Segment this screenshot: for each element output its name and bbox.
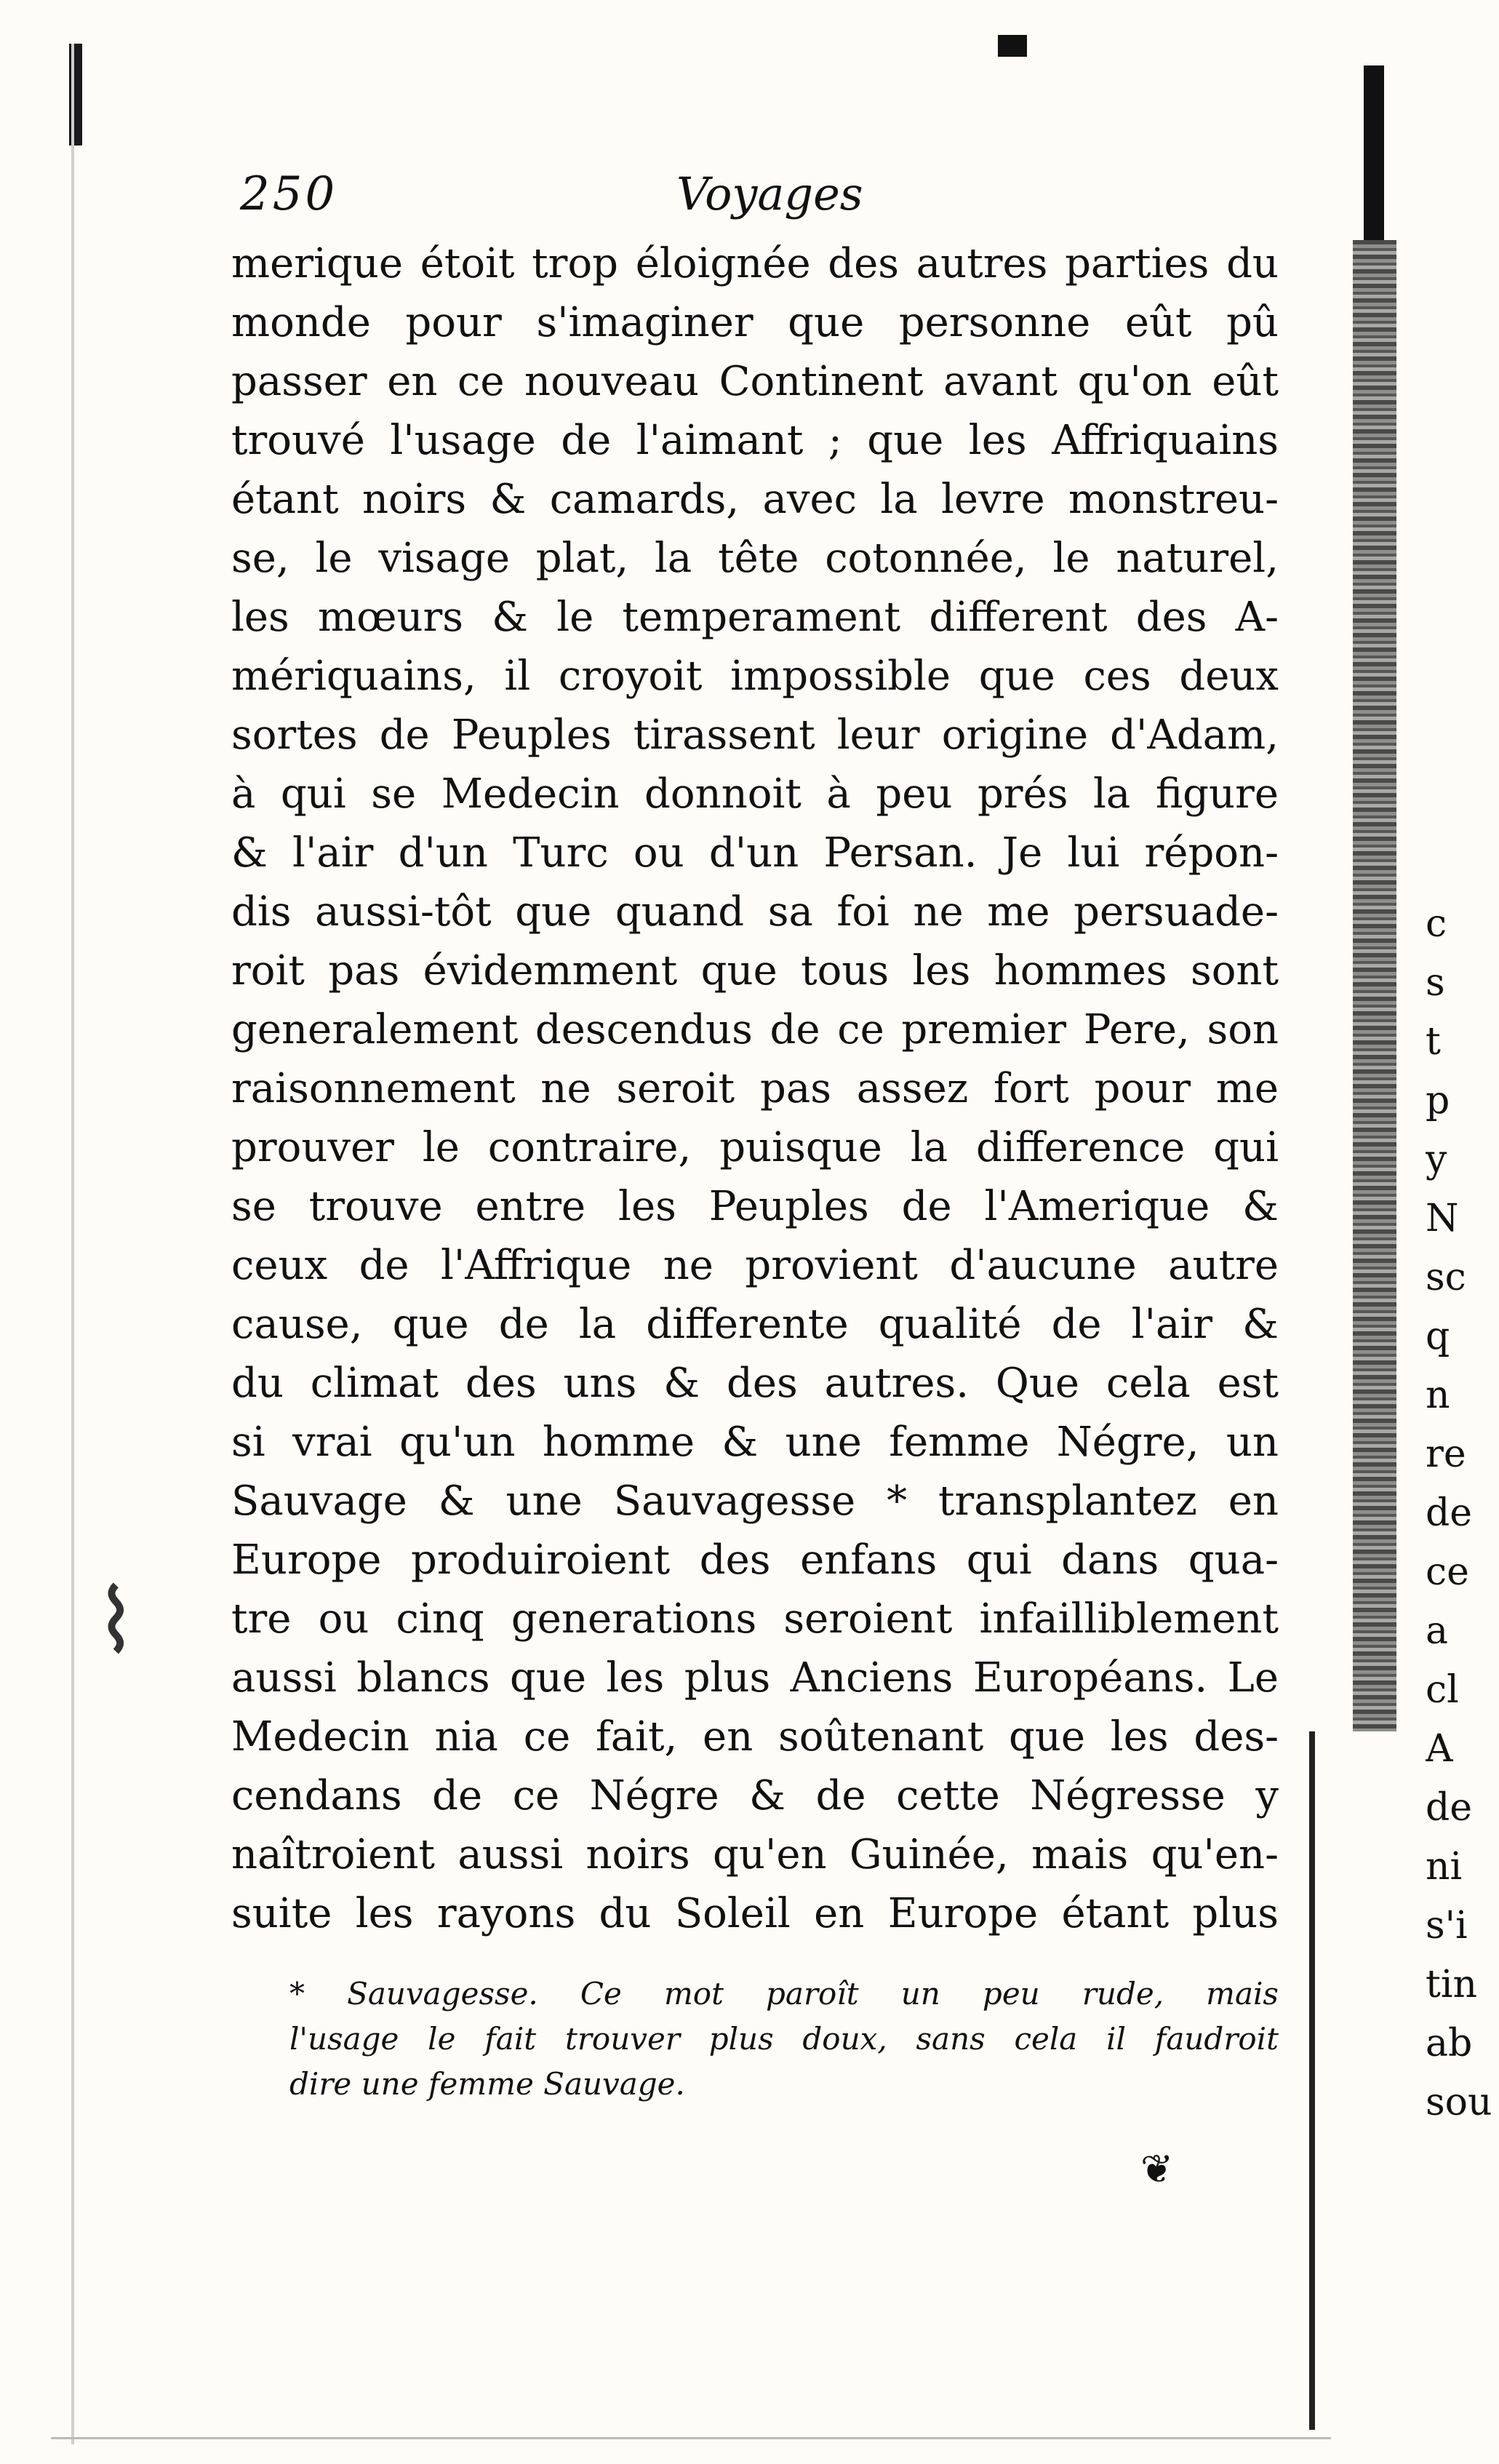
book-gutter-strip	[1353, 240, 1396, 1731]
page-header	[240, 167, 1309, 233]
adjacent-text: re	[1426, 1432, 1466, 1476]
text-line: Europe produiroient des enfans qui dans qua-	[231, 1536, 1279, 1584]
text-line: naîtroient aussi noirs qu'en Guinée, mais qu'en-	[231, 1831, 1279, 1878]
footnote	[289, 1971, 1279, 2107]
text-line: generalement descendus de ce premier Pere, son	[231, 1006, 1279, 1053]
text-line: étant noirs & camards, avec la levre monstreu-	[231, 476, 1279, 523]
text-line: monde pour s'imaginer que personne eût pû	[231, 299, 1279, 346]
text-line: passer en ce nouveau Continent avant qu'on eût	[231, 358, 1279, 405]
adjacent-text: c	[1426, 902, 1447, 946]
ornament-mark: ❦	[1140, 2146, 1174, 2192]
text-line: cendans de ce Négre & de cette Négresse y	[231, 1772, 1279, 1819]
adjacent-text: A	[1426, 1727, 1453, 1771]
text-line: roit pas évidemment que tous les hommes sont	[231, 947, 1279, 994]
scan-top-mark	[998, 35, 1027, 57]
adjacent-text: n	[1426, 1373, 1450, 1417]
scan-edge-line-right	[1309, 1731, 1315, 2430]
text-line: merique étoit trop éloignée des autres parties du	[231, 240, 1279, 287]
scan-edge-line-left	[71, 44, 74, 2444]
adjacent-text: p	[1426, 1079, 1450, 1123]
adjacent-text: ce	[1426, 1550, 1469, 1594]
text-line: aussi blancs que les plus Anciens Européans. Le	[231, 1654, 1279, 1702]
adjacent-text: cl	[1426, 1668, 1459, 1712]
text-line: à qui se Medecin donnoit à peu prés la figure	[231, 770, 1279, 818]
text-line: raisonnement ne seroit pas assez fort pour me	[231, 1065, 1279, 1112]
adjacent-text: de	[1426, 1491, 1473, 1535]
text-line: tre ou cinq generations seroient infailliblement	[231, 1595, 1279, 1643]
adjacent-text: N	[1426, 1197, 1459, 1240]
text-line: trouvé l'usage de l'aimant ; que les Affriquains	[231, 417, 1279, 464]
adjacent-text: s	[1426, 961, 1445, 1005]
text-line: suite les rayons du Soleil en Europe étant plus	[231, 1890, 1279, 1937]
adjacent-text: ni	[1426, 1845, 1463, 1889]
adjacent-text: y	[1426, 1138, 1447, 1181]
adjacent-text: t	[1426, 1020, 1441, 1064]
text-line: si vrai qu'un homme & une femme Négre, un	[231, 1419, 1279, 1466]
footnote-line: dire une femme Sauvage.	[289, 2066, 685, 2102]
text-line: sortes de Peuples tirassent leur origine d'Adam,	[231, 711, 1279, 759]
adjacent-text: tin	[1426, 1963, 1478, 2006]
adjacent-page-fragment	[1426, 895, 1499, 2132]
text-line: mériquains, il croyoit impossible que ces deux	[231, 653, 1279, 700]
footnote-line: * Sauvagesse. Ce mot paroît un peu rude, mais	[289, 1976, 1279, 2012]
scan-edge-bar-right	[1364, 65, 1384, 240]
adjacent-text: q	[1426, 1315, 1450, 1358]
adjacent-text: de	[1426, 1786, 1473, 1830]
adjacent-text: sc	[1426, 1256, 1466, 1299]
text-line: se, le visage plat, la tête cotonnée, le naturel,	[231, 535, 1279, 582]
text-line: Medecin nia ce fait, en soûtenant que les des-	[231, 1713, 1279, 1761]
adjacent-text: sou	[1426, 2081, 1492, 2124]
adjacent-text: s'i	[1426, 1904, 1468, 1947]
text-line: du climat des uns & des autres. Que cela est	[231, 1360, 1279, 1407]
text-line: & l'air d'un Turc ou d'un Persan. Je lui répon-	[231, 829, 1279, 877]
text-line: se trouve entre les Peuples de l'Amerique &	[231, 1183, 1279, 1230]
text-line: cause, que de la differente qualité de l'air &	[231, 1301, 1279, 1348]
page-number: 250	[240, 167, 338, 221]
text-line: les mœurs & le temperament different des A-	[231, 594, 1279, 641]
adjacent-text: ab	[1426, 2022, 1473, 2065]
margin-bracket-mark: ⌇	[95, 1571, 137, 1672]
scan-bottom-edge	[51, 2437, 1331, 2439]
adjacent-text: a	[1426, 1609, 1449, 1653]
text-line: dis aussi-tôt que quand sa foi ne me persuade-	[231, 888, 1279, 936]
text-line: Sauvage & une Sauvagesse * transplantez en	[231, 1478, 1279, 1525]
text-line: ceux de l'Affrique ne provient d'aucune autre	[231, 1242, 1279, 1289]
text-line: prouver le contraire, puisque la difference qui	[231, 1124, 1279, 1171]
running-title: Voyages	[676, 167, 863, 220]
footnote-line: l'usage le fait trouver plus doux, sans cela il faudroit	[289, 2021, 1279, 2057]
body-text	[231, 234, 1279, 1943]
